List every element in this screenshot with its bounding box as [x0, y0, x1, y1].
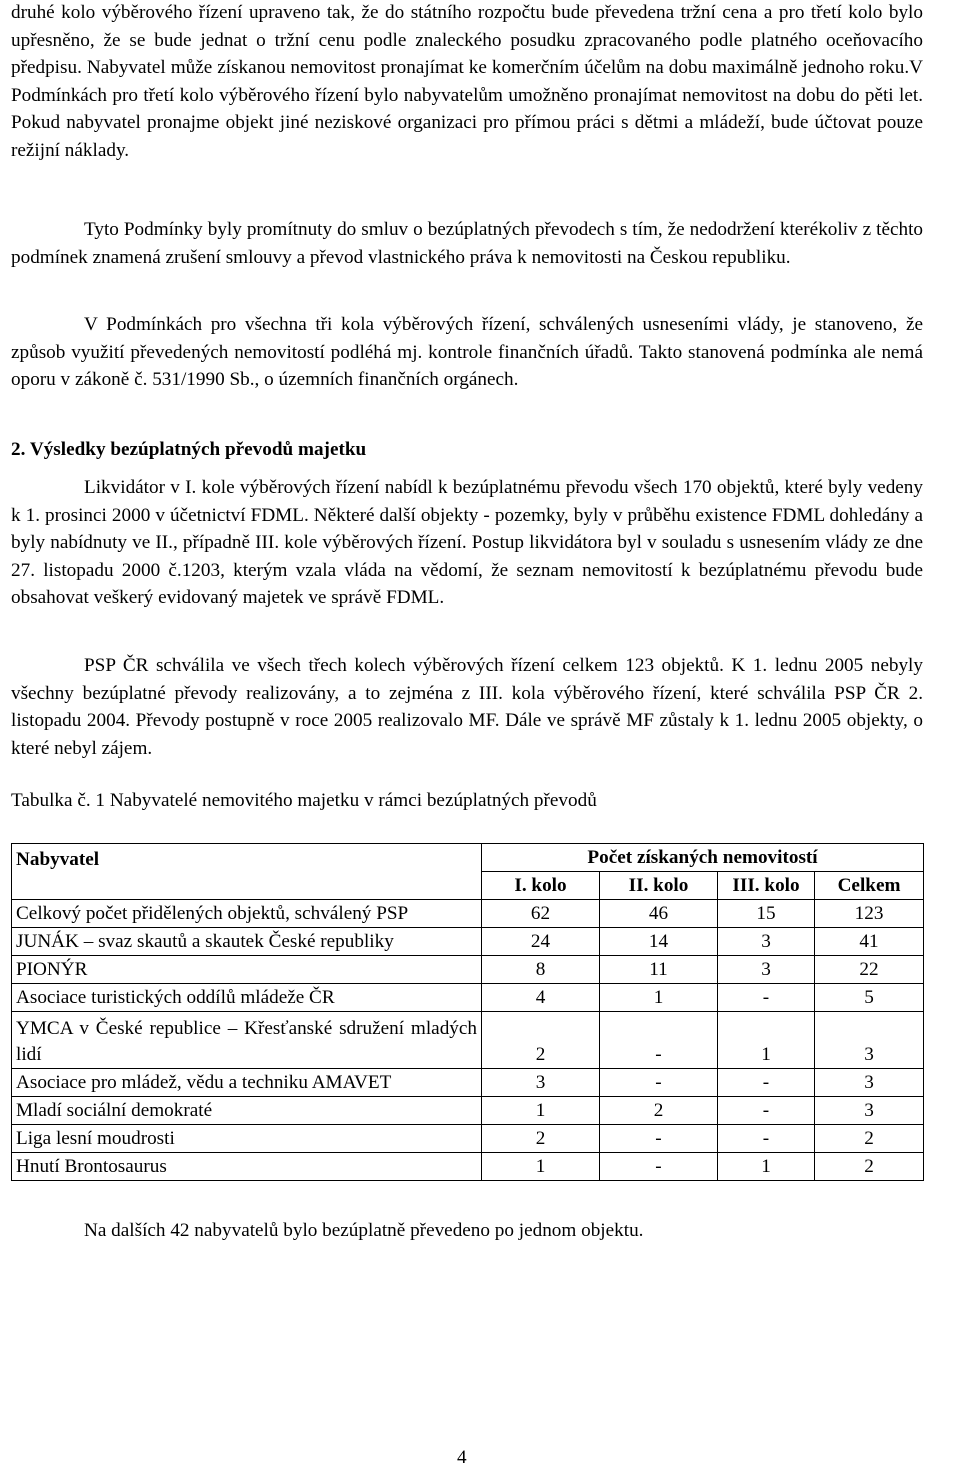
row-value: 3 [815, 1069, 924, 1097]
row-value: 24 [482, 928, 600, 956]
row-value: - [718, 1069, 815, 1097]
paragraph-5: PSP ČR schválila ve všech třech kolech výběrových řízení celkem 123 objektů. K 1. lednu 2005 nebyly všechny bezúplatné převody realizovány, a to zejména z III. kola výběrového řízení, které schválila PSP ČR 2. listopadu 2004. Převody postupně v roce 2005 realizovalo MF. Dále ve správě MF zůstaly k 1. lednu 2005 objekty, o které nebyl zájem. [11, 655, 923, 759]
table-row [12, 1153, 924, 1181]
row-value: 46 [600, 900, 718, 928]
row-value: 3 [815, 1012, 924, 1069]
row-value: 3 [482, 1069, 600, 1097]
row-value: 4 [482, 984, 600, 1012]
header-nabyvatel: Nabyvatel [12, 844, 482, 900]
table-row [12, 1069, 924, 1097]
row-label: Celkový počet přidělených objektů, schválený PSP [12, 900, 482, 928]
row-value: - [600, 1153, 718, 1181]
row-value: - [718, 1097, 815, 1125]
table-header-row [12, 844, 924, 872]
row-value: 5 [815, 984, 924, 1012]
row-value: - [718, 984, 815, 1012]
table-body [12, 900, 924, 1181]
row-value: 15 [718, 900, 815, 928]
row-value: - [718, 1125, 815, 1153]
row-label: PIONÝR [12, 956, 482, 984]
paragraph-4: Likvidátor v I. kole výběrových řízení nabídl k bezúplatnému převodu všech 170 objektů, které byly vedeny k 1. prosinci 2000 v účetnictví FDML. Některé další objekty - pozemky, byly v průběhu existence FDML dohledány a byly nabídnuty ve II., případně III. kole výběrových řízení. Postup likvidátora byl v souladu s usnesením vlády ze dne 27. listopadu 2000 č.1203, kterým vzala vláda na vědomí, že seznam nemovitostí k bezúplatnému převodu bude obsahovat veškerý evidovaný majetek ve správě FDML. [11, 477, 923, 609]
header-col-2: II. kolo [600, 872, 718, 900]
table-row [12, 928, 924, 956]
row-value: 3 [815, 1097, 924, 1125]
row-value: 2 [815, 1125, 924, 1153]
row-value: 1 [600, 984, 718, 1012]
row-label: Asociace pro mládež, vědu a techniku AMAVET [12, 1069, 482, 1097]
section-heading: 2. Výsledky bezúplatných převodů majetku [11, 439, 367, 460]
row-label: Liga lesní moudrosti [12, 1125, 482, 1153]
header-col-1: I. kolo [482, 872, 600, 900]
table-row [12, 1097, 924, 1125]
table-caption: Tabulka č. 1 Nabyvatelé nemovitého majetku v rámci bezúplatných převodů [11, 790, 597, 811]
row-value: 2 [600, 1097, 718, 1125]
paragraph-3: V Podmínkách pro všechna tři kola výběrových řízení, schválených usneseními vlády, je stanoveno, že způsob využití převedených nemovitostí podléhá mj. kontrole finančních úřadů. Takto stanovená podmínka ale nemá oporu v zákoně č. 531/1990 Sb., o územních finančních orgánech. [11, 314, 923, 391]
row-value: 11 [600, 956, 718, 984]
row-value: 1 [718, 1153, 815, 1181]
row-value: 2 [815, 1153, 924, 1181]
row-value: 3 [718, 956, 815, 984]
row-value: 2 [482, 1125, 600, 1153]
table-row [12, 984, 924, 1012]
row-value: 62 [482, 900, 600, 928]
header-group: Počet získaných nemovitostí [482, 844, 924, 872]
row-label: YMCA v České republice – Křesťanské sdružení mladých lidí [12, 1012, 482, 1069]
row-value: - [600, 1012, 718, 1069]
row-label: Hnutí Brontosaurus [12, 1153, 482, 1181]
header-col-4: Celkem [815, 872, 924, 900]
row-value: - [600, 1125, 718, 1153]
row-value: - [600, 1069, 718, 1097]
paragraph-1: druhé kolo výběrového řízení upraveno tak, že do státního rozpočtu bude převedena tržní cena a pro třetí kolo bylo upřesněno, že se bude jednat o tržní cenu podle znaleckého posudku zpracovaného podle platného oceňovacího předpisu. Nabyvatel může získanou nemovitost pronajímat ke komerčním účelům na dobu maximálně jednoho roku.V Podmínkách pro třetí kolo výběrového řízení bylo nabyvatelům umožněno pronajímat nemovitost na dobu do pěti let. Pokud nabyvatel pronajme objekt jiné neziskové organizaci pro přímou práci s dětmi a mládeží, bude účtovat pouze režijní náklady. [11, 2, 923, 161]
table-row [12, 900, 924, 928]
table-row [12, 1012, 924, 1069]
row-value: 22 [815, 956, 924, 984]
page-number: 4 [457, 1447, 467, 1468]
row-value: 14 [600, 928, 718, 956]
row-label: JUNÁK – svaz skautů a skautek České republiky [12, 928, 482, 956]
table-row [12, 956, 924, 984]
row-value: 2 [482, 1012, 600, 1069]
row-value: 8 [482, 956, 600, 984]
header-col-3: III. kolo [718, 872, 815, 900]
row-value: 1 [482, 1097, 600, 1125]
table-note: Na dalších 42 nabyvatelů bylo bezúplatně převedeno po jednom objektu. [84, 1220, 644, 1241]
row-label: Mladí sociální demokraté [12, 1097, 482, 1125]
row-label: Asociace turistických oddílů mládeže ČR [12, 984, 482, 1012]
row-value: 3 [718, 928, 815, 956]
row-value: 1 [482, 1153, 600, 1181]
table-row [12, 1125, 924, 1153]
paragraph-2: Tyto Podmínky byly promítnuty do smluv o bezúplatných převodech s tím, že nedodržení kterékoliv z těchto podmínek znamená zrušení smlouvy a převod vlastnického práva k nemovitosti na Českou republiku. [11, 219, 923, 268]
row-value: 123 [815, 900, 924, 928]
row-value: 1 [718, 1012, 815, 1069]
row-value: 41 [815, 928, 924, 956]
recipients-table [11, 843, 924, 1181]
